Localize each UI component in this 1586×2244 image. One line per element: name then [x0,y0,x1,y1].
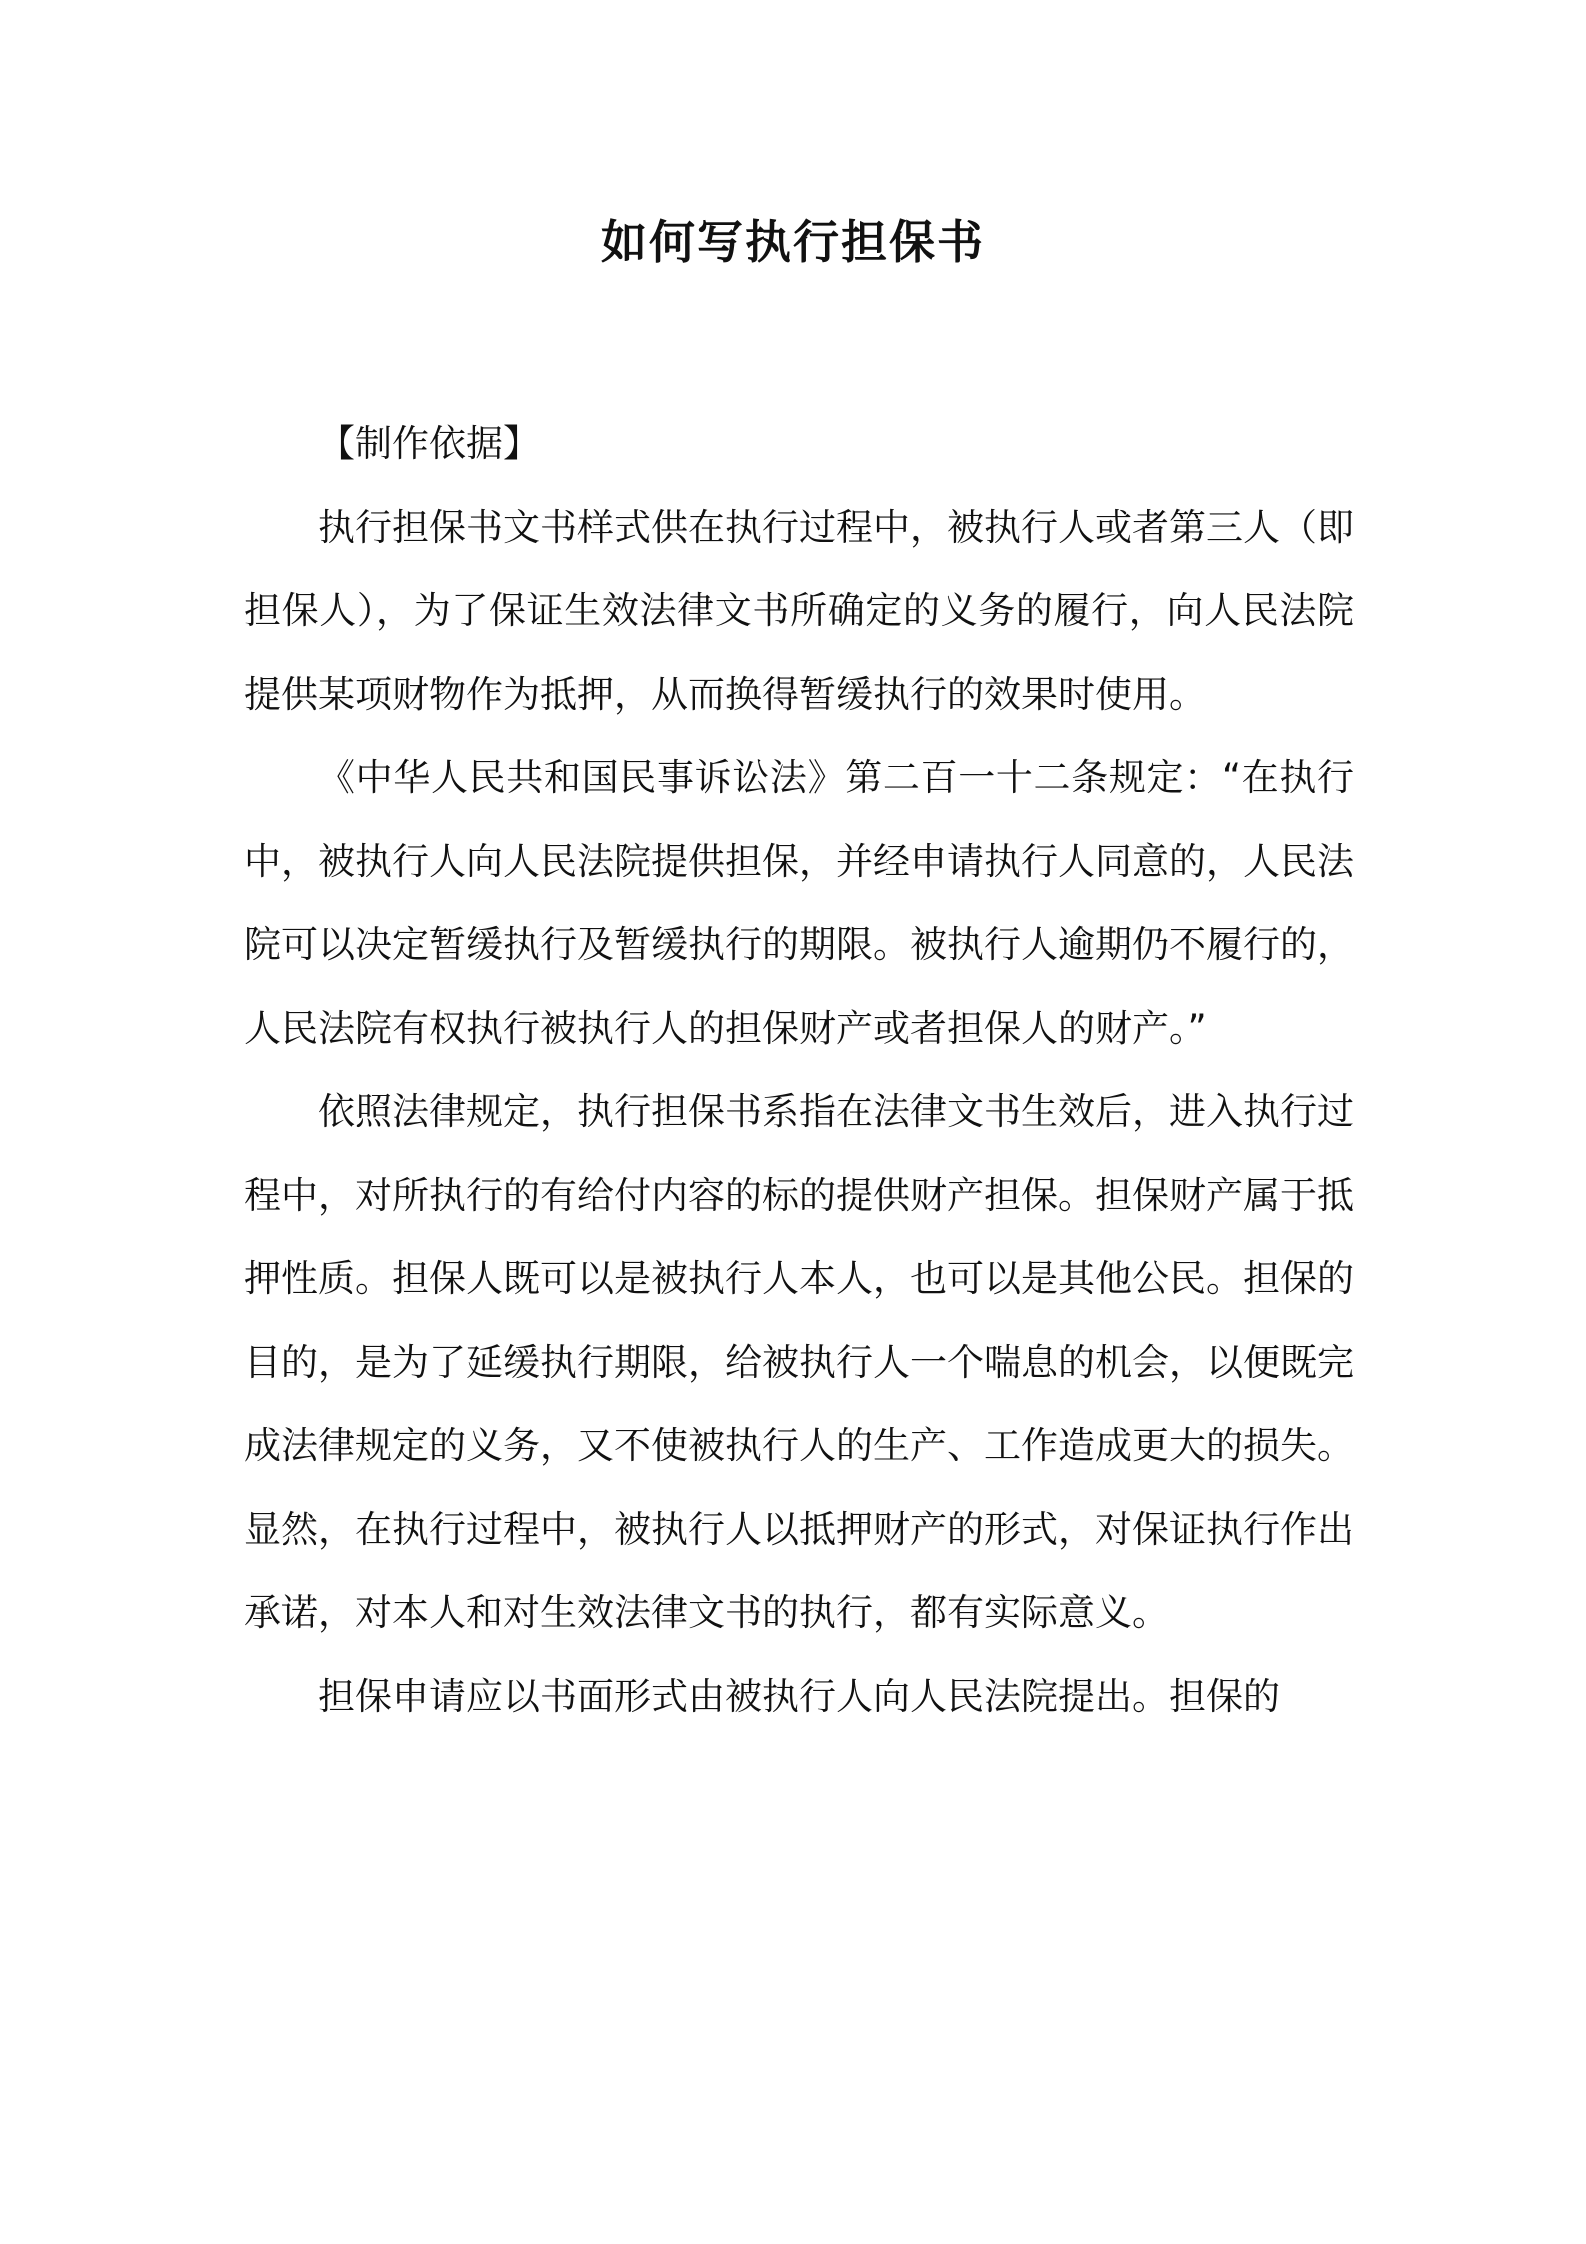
document-body [244,402,1354,1738]
document-title: 如何写执行担保书 [601,215,985,269]
paragraph-explanation: 依照法律规定，执行担保书系指在法律文书生效后，进入执行过程中，对所执行的有给付内容的标的提供财产担保。担保财产属于抵押性质。担保人既可以是被执行人本人，也可以是其他公民。担保的目的，是为了延缓执行期限，给被执行人一个喘息的机会，以便既完成法律规定的义务，又不使被执行人的生产、工作造成更大的损失。显然，在执行过程中，被执行人以抵押财产的形式，对保证执行作出承诺，对本人和对生效法律文书的执行，都有实际意义。 [244,1090,1354,1634]
paragraph-application: 担保申请应以书面形式由被执行人向人民法院提出。担保的 [318,1674,1280,1718]
paragraph-law-citation: 《中华人民共和国民事诉讼法》第二百一十二条规定：“在执行中，被执行人向人民法院提供担保，并经申请执行人同意的，人民法院可以决定暂缓执行及暂缓执行的期限。被执行人逾期仍不履行的，人民法院有权执行被执行人的担保财产或者担保人的财产。” [244,756,1354,1050]
section-heading: 【制作依据】 [318,422,540,465]
paragraph-purpose: 执行担保书文书样式供在执行过程中，被执行人或者第三人（即担保人），为了保证生效法律文书所确定的义务的履行，向人民法院提供某项财物作为抵押，从而换得暂缓执行的效果时使用。 [244,505,1354,716]
